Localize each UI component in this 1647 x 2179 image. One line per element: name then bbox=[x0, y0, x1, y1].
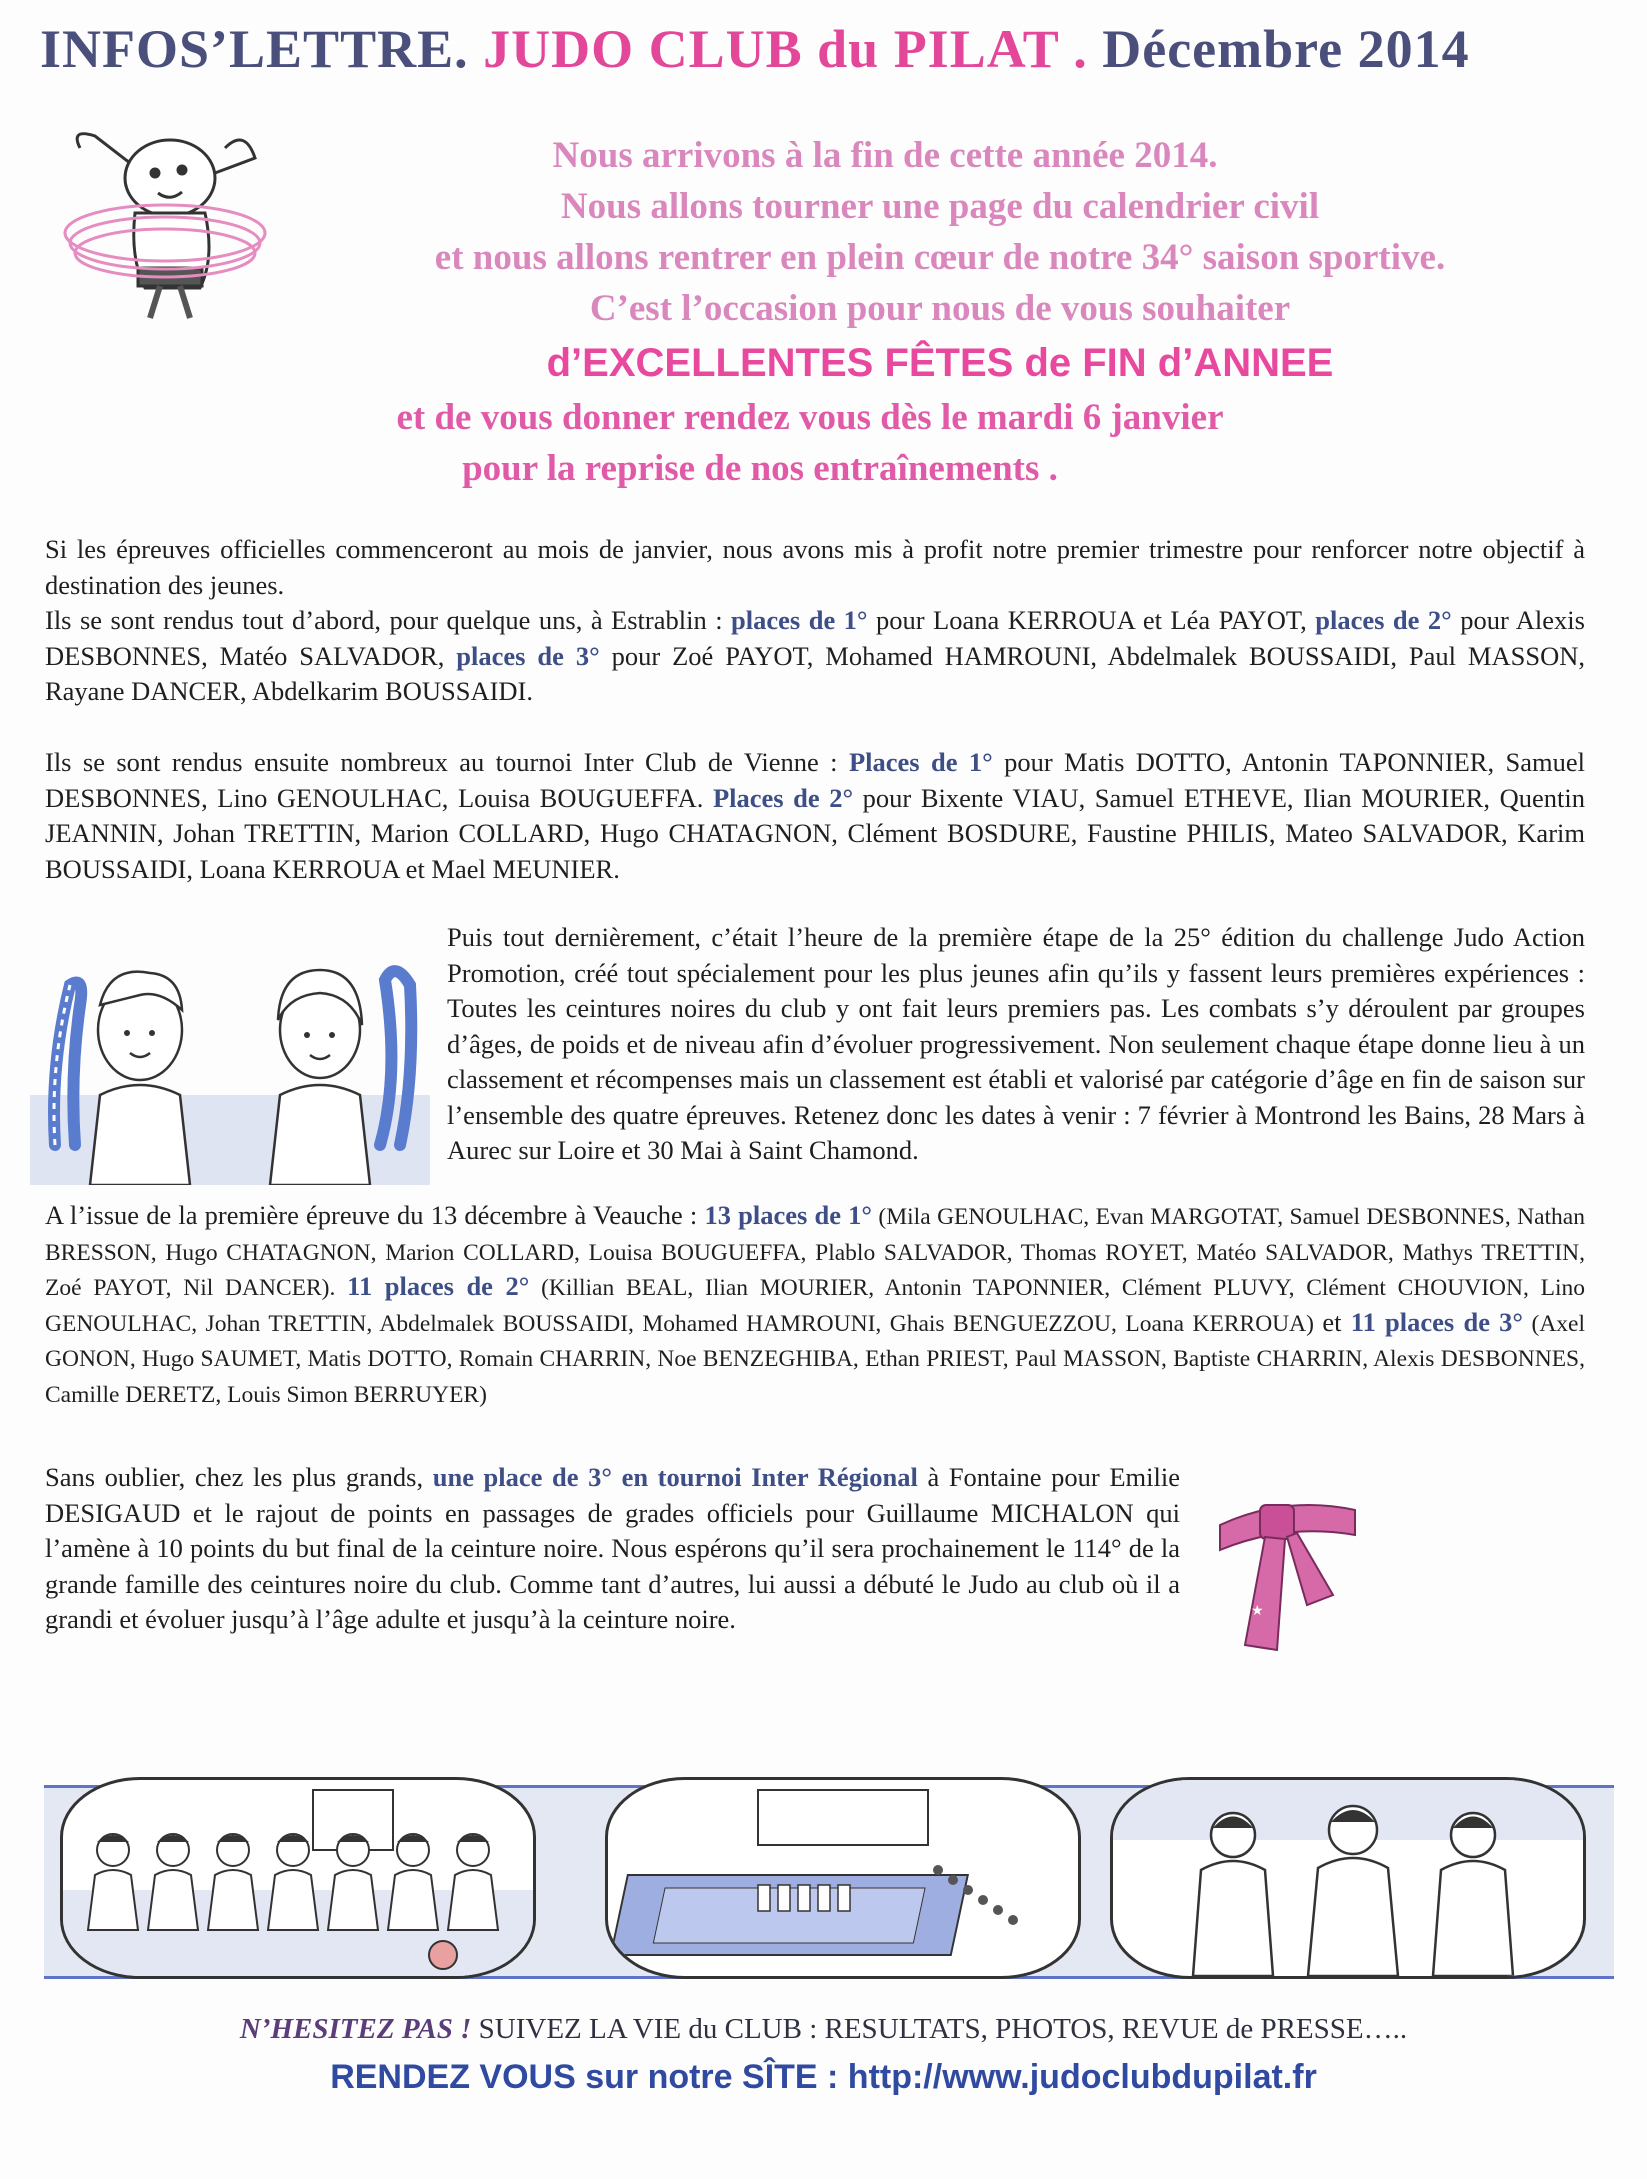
paragraph-challenge bbox=[447, 920, 1585, 1169]
para5-text-1: Sans oublier, chez les plus grands, bbox=[45, 1462, 433, 1492]
para5-text-2: à Fontaine pour Emilie DESIGAUD et le rajout de points en passages de grades officiels pour Guillaume MICHALON qui l’amène à 10 points du but final de la ceinture noire. Nous espérons qu’il sera prochainement le 114° de la grande famille des ceintures noire du club. Comme tant d’autres, lui aussi a débuté le Judo au club où il a grandi et évoluer jusqu’à l’âge adulte et jusqu’à la ceinture noire. bbox=[45, 1462, 1180, 1634]
footer-website-link[interactable]: RENDEZ VOUS sur notre SÎTE : http://www.judoclubdupilat.fr bbox=[330, 2058, 1317, 2096]
intro-message bbox=[300, 130, 1580, 494]
para4-names-3: (Axel GONON, Hugo SAUMET, Matis DOTTO, Romain CHARRIN, Noe BENZEGHIBA, Ethan PRIEST, Paul MASSON, Baptiste CHARRIN, Alexis DESBONNES, Camille DERETZ, Louis Simon BERRUYER) bbox=[45, 1310, 1586, 1408]
para2-text-2: pour Matis DOTTO, Antonin TAPONNIER, Samuel DESBONNES, Lino GENOULHAC, Louisa BOUGUEFFA. bbox=[45, 747, 1585, 813]
judokas-back-icon bbox=[1113, 1780, 1583, 1976]
intro-line-6: et de vous donner rendez vous dès le mardi 6 janvier bbox=[396, 397, 1224, 438]
para4-highlight-1: 13 places de 1° bbox=[704, 1200, 873, 1230]
para1-text-4: pour Alexis DESBONNES, Matéo SALVADOR, bbox=[45, 605, 1585, 671]
footer-follow-text: SUIVEZ LA VIE du CLUB : RESULTATS, PHOTOS, REVUE de PRESSE….. bbox=[471, 2013, 1408, 2045]
para1-highlight-3: places de 3° bbox=[456, 640, 600, 671]
para2-text-1: Ils se sont rendus ensuite nombreux au tournoi Inter Club de Vienne : bbox=[45, 747, 849, 777]
para1-highlight-2: places de 2° bbox=[1315, 605, 1452, 635]
intro-line-2: Nous allons tourner une page du calendrier civil bbox=[560, 186, 1320, 227]
paragraph-veauche-results bbox=[45, 1198, 1585, 1411]
dojo-panel-judokas-back bbox=[1110, 1777, 1586, 1979]
para1-text-3: pour Loana KERROUA et Léa PAYOT, bbox=[867, 605, 1316, 635]
para2-text-3: pour Bixente VIAU, Samuel ETHEVE, Ilian MOURIER, Quentin JEANNIN, Johan TRETTIN, Marion COLLARD, Hugo CHATAGNON, Clément BOSDURE, Faustine PHILIS, Mateo SALVADOR, Karim BOUSSAIDI, Loana KERROUA et Mael MEUNIER. bbox=[45, 782, 1585, 884]
title-date: Décembre 2014 bbox=[1102, 19, 1470, 79]
page-title bbox=[40, 18, 1610, 80]
svg-text:★: ★ bbox=[1251, 1603, 1264, 1619]
para4-names-1: (Mila GENOULHAC, Evan MARGOTAT, Samuel DESBONNES, Nathan BRESSON, Hugo CHATAGNON, Marion COLLARD, Louisa BOUGUEFFA, Plablo SALVADOR, Thomas ROYET, Matéo SALVADOR, Mathys TRETTIN, Zoé PAYOT, Nil DANCER). bbox=[45, 1204, 1585, 1301]
para3-text: Puis tout dernièrement, c’était l’heure de la première étape de la 25° édition du challenge Judo Action Promotion, créé tout spécialement pour les plus jeunes afin qu’ils y fassent leurs premières expériences : Toutes les ceintures noires du club y ont fait leurs premiers pas. Les combats s’y déroulent par groupes d’âges, de poids et de niveau afin d’évoluer progressivement. Non seulement chaque étape donne lieu à un classement et récompenses mais un classement est établi et valorisé par catégorie d’âge en fin de saison sur l’ensemble des quatre épreuves. Retenez donc les dates à venir : 7 février à Montrond les Bains, 28 Mars à Aurec sur Loire et 30 Mai à Saint Chamond. bbox=[447, 922, 1585, 1165]
intro-line-7: pour la reprise de nos entraînements . bbox=[462, 448, 1058, 489]
para1-text-2: Ils se sont rendus tout d’abord, pour quelque uns, à Estrablin : bbox=[45, 605, 732, 635]
title-club-name: JUDO CLUB du PILAT . bbox=[483, 19, 1088, 79]
intro-line-1: Nous arrivons à la fin de cette année 2014. bbox=[552, 135, 1218, 176]
dojo-panel-kneeling-kids bbox=[60, 1777, 536, 1979]
kneeling-kids-icon bbox=[63, 1780, 533, 1976]
footer-follow-line bbox=[0, 2013, 1647, 2046]
dojo-panel-tatami-hall bbox=[605, 1777, 1081, 1979]
para4-names-2: (Killian BEAL, Ilian MOURIER, Antonin TAPONNIER, Clément PLUVY, Clément CHOUVION, Lino GENOULHAC, Johan TRETTIN, Abdelmalek BOUSSAIDI, Mohamed HAMROUNI, Ghais BENGUEZZOU, Loana KERROUA) bbox=[45, 1275, 1585, 1337]
para4-highlight-2: 11 places de 2° bbox=[347, 1271, 530, 1301]
paragraph-estrablin bbox=[45, 532, 1585, 710]
para5-highlight: une place de 3° en tournoi Inter Régional bbox=[432, 1462, 918, 1492]
para4-et: et bbox=[1322, 1306, 1351, 1337]
intro-line-4: C’est l’occasion pour nous de vous souhaiter bbox=[589, 288, 1291, 329]
para1-highlight-1: places de 1° bbox=[731, 605, 868, 635]
intro-line-3: et nous allons rentrer en plein cœur de notre 34° saison sportive. bbox=[434, 237, 1446, 278]
pink-belt-illustration bbox=[1215, 1455, 1360, 1655]
para1-text-1: Si les épreuves officielles commenceront au mois de janvier, nous avons mis à profit notre premier trimestre pour renforcer notre objectif à destination des jeunes. bbox=[45, 534, 1585, 600]
para2-highlight-2: Places de 2° bbox=[712, 782, 854, 813]
intro-greeting: d’EXCELLENTES FÊTES de FIN d’ANNEE bbox=[546, 341, 1334, 385]
kids-with-belts-illustration bbox=[30, 945, 430, 1185]
para4-text-1: A l’issue de la première épreuve du 13 décembre à Veauche : bbox=[45, 1200, 705, 1230]
paragraph-vienne bbox=[45, 745, 1585, 887]
tatami-hall-icon bbox=[608, 1780, 1078, 1976]
footer-nhesitez: N’HESITEZ PAS ! bbox=[239, 2013, 472, 2045]
para4-highlight-3: 11 places de 3° bbox=[1350, 1306, 1524, 1337]
title-infos-lettre: INFOS’LETTRE. bbox=[40, 19, 469, 79]
para2-highlight-1: Places de 1° bbox=[848, 747, 993, 777]
para1-text-5: pour Zoé PAYOT, Mohamed HAMROUNI, Abdelmalek BOUSSAIDI, Paul MASSON, Rayane DANCER, Abdelkarim BOUSSAIDI. bbox=[45, 640, 1585, 706]
paragraph-seniors bbox=[45, 1460, 1180, 1638]
